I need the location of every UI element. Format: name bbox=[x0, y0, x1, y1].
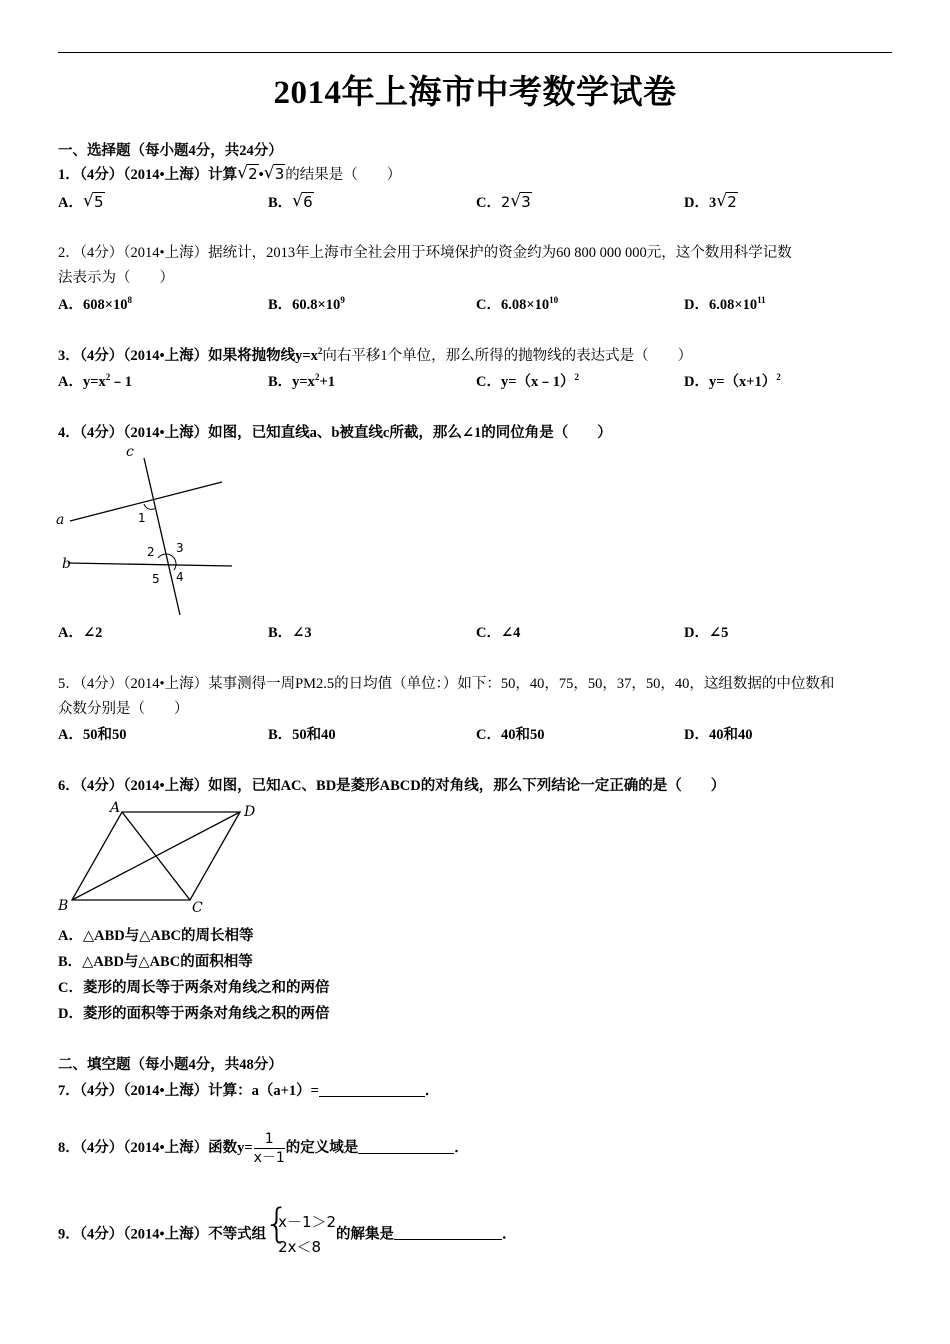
q2-option-a: A．$608\times 10^8$ bbox=[58, 295, 132, 313]
q5-option-d: D．40和40 bbox=[684, 727, 753, 743]
angle-label-2: 2 bbox=[147, 545, 155, 559]
q6-option-d: D．菱形的面积等于两条对角线之积的两倍 bbox=[58, 1006, 330, 1022]
answer-blank-7[interactable] bbox=[319, 1082, 425, 1097]
question-9: 9．（4分）（2014•上海）不等式组 { x－1＞2 2x＜8 的解集是 ． bbox=[58, 1210, 517, 1260]
q3-option-d: D．$y=(x+1)^2$ bbox=[684, 372, 781, 390]
line-b bbox=[68, 563, 232, 566]
q5-line2: 众数分别是（ ） bbox=[58, 701, 189, 717]
vertex-b: B bbox=[58, 898, 69, 914]
sqrt-2: √ 2 bbox=[237, 163, 258, 183]
question-1 bbox=[58, 163, 401, 184]
q1-dot: • bbox=[258, 167, 264, 183]
q2-line1: 2．（4分）（2014•上海）据统计，2013年上海市全社会用于环境保护的资金约为60 800 000 000元，这个数用科学记数 bbox=[58, 245, 792, 261]
question-8: 8．（4分）（2014•上海）函数y= $\frac{1}{x-1}$ 的定义域是 ． bbox=[58, 1131, 469, 1166]
q1-stem-b: 的结果是（ ） bbox=[285, 167, 402, 183]
q5-option-b: B．50和40 bbox=[268, 727, 336, 743]
q6-option-c: C．菱形的周长等于两条对角线之和的两倍 bbox=[58, 980, 330, 996]
angle-label-4: 4 bbox=[176, 570, 184, 584]
page-title: 2014年上海市中考数学试卷 bbox=[273, 75, 677, 111]
label-c: c bbox=[126, 444, 134, 460]
q5-option-c: C．40和50 bbox=[476, 727, 545, 743]
section-heading-fill: 二、填空题（每小题4分，共48分） bbox=[58, 1057, 283, 1073]
question-3: 3．（4分）（2014•上海）如果将抛物线$y=x^2$向右平移1个单位，那么所得的抛物线的表达式是（ ） bbox=[58, 346, 693, 364]
angle-label-5: 5 bbox=[152, 572, 160, 586]
answer-blank-9[interactable] bbox=[394, 1225, 502, 1240]
figure-rhombus bbox=[52, 798, 272, 918]
q1-option-c: C．2 √ 3 bbox=[476, 191, 531, 211]
q3-option-c: C．y=（x﹣1）$^2$ bbox=[476, 372, 579, 390]
line-c bbox=[144, 458, 180, 615]
q2-line2: 法表示为（ ） bbox=[58, 270, 174, 286]
q2-option-b: B．$60.8\times 10^9$ bbox=[268, 295, 345, 313]
inequality-system: { x－1＞2 2x＜8 bbox=[264, 1201, 337, 1256]
q5-option-a: A．50和50 bbox=[58, 727, 127, 743]
q4-option-b: B．∠3 bbox=[268, 625, 312, 641]
label-b: b bbox=[62, 556, 71, 572]
q6-option-a: A．△ABD与△ABC的周长相等 bbox=[58, 928, 254, 944]
q2-option-c: C．$6.08\times 10^{10}$ bbox=[476, 295, 559, 313]
angle-label-3: 3 bbox=[176, 541, 184, 555]
q1-stem-a: 1．（4分）（2014•上海）计算 bbox=[58, 167, 238, 183]
q1-option-d: D．3 √ 2 bbox=[684, 191, 737, 211]
q3-option-a: A．$y=x^2﹣1$ bbox=[58, 372, 132, 390]
vertex-a: A bbox=[110, 800, 121, 816]
question-6: 6．（4分）（2014•上海）如图，已知AC、BD是菱形ABCD的对角线，那么下列结论一定正确的是（ ） bbox=[58, 778, 726, 794]
top-rule bbox=[58, 52, 892, 53]
q1-option-b: B． √ 6 bbox=[268, 191, 313, 211]
sqrt-3: √ 3 bbox=[263, 163, 285, 183]
q4-option-a: A．∠2 bbox=[58, 625, 103, 641]
q5-line1: 5．（4分）（2014•上海）某事测得一周PM2.5的日均值（单位：）如下：50，40，75，50，37，50，40，这组数据的中位数和 bbox=[58, 676, 835, 692]
q4-option-d: D．∠5 bbox=[684, 625, 729, 641]
figure-parallel-lines bbox=[52, 440, 242, 620]
q4-option-c: C．∠4 bbox=[476, 625, 521, 641]
answer-blank-8[interactable] bbox=[358, 1139, 454, 1154]
q2-option-d: D．$6.08\times 10^{11}$ bbox=[684, 295, 766, 313]
q6-option-b: B．△ABD与△ABC的面积相等 bbox=[58, 954, 253, 970]
section-heading-choice: 一、选择题（每小题4分，共24分） bbox=[58, 143, 283, 159]
q1-option-a: A． √ 5 bbox=[58, 191, 104, 211]
question-7: 7．（4分）（2014•上海）计算：a（a+1）= ． bbox=[58, 1083, 440, 1099]
vertex-d: D bbox=[244, 804, 256, 820]
label-a: a bbox=[56, 512, 65, 528]
angle-label-1: 1 bbox=[138, 511, 146, 525]
fraction-1-over-x-minus-1: $\frac{1}{x-1}$ bbox=[253, 1131, 285, 1166]
vertex-c: C bbox=[192, 900, 203, 916]
question-4: 4．（4分）（2014•上海）如图，已知直线a、b被直线c所截，那么∠1的同位角是（ ） bbox=[58, 425, 612, 441]
line-a bbox=[70, 482, 222, 521]
q3-option-b: B．$y=x^2+1$ bbox=[268, 372, 335, 390]
